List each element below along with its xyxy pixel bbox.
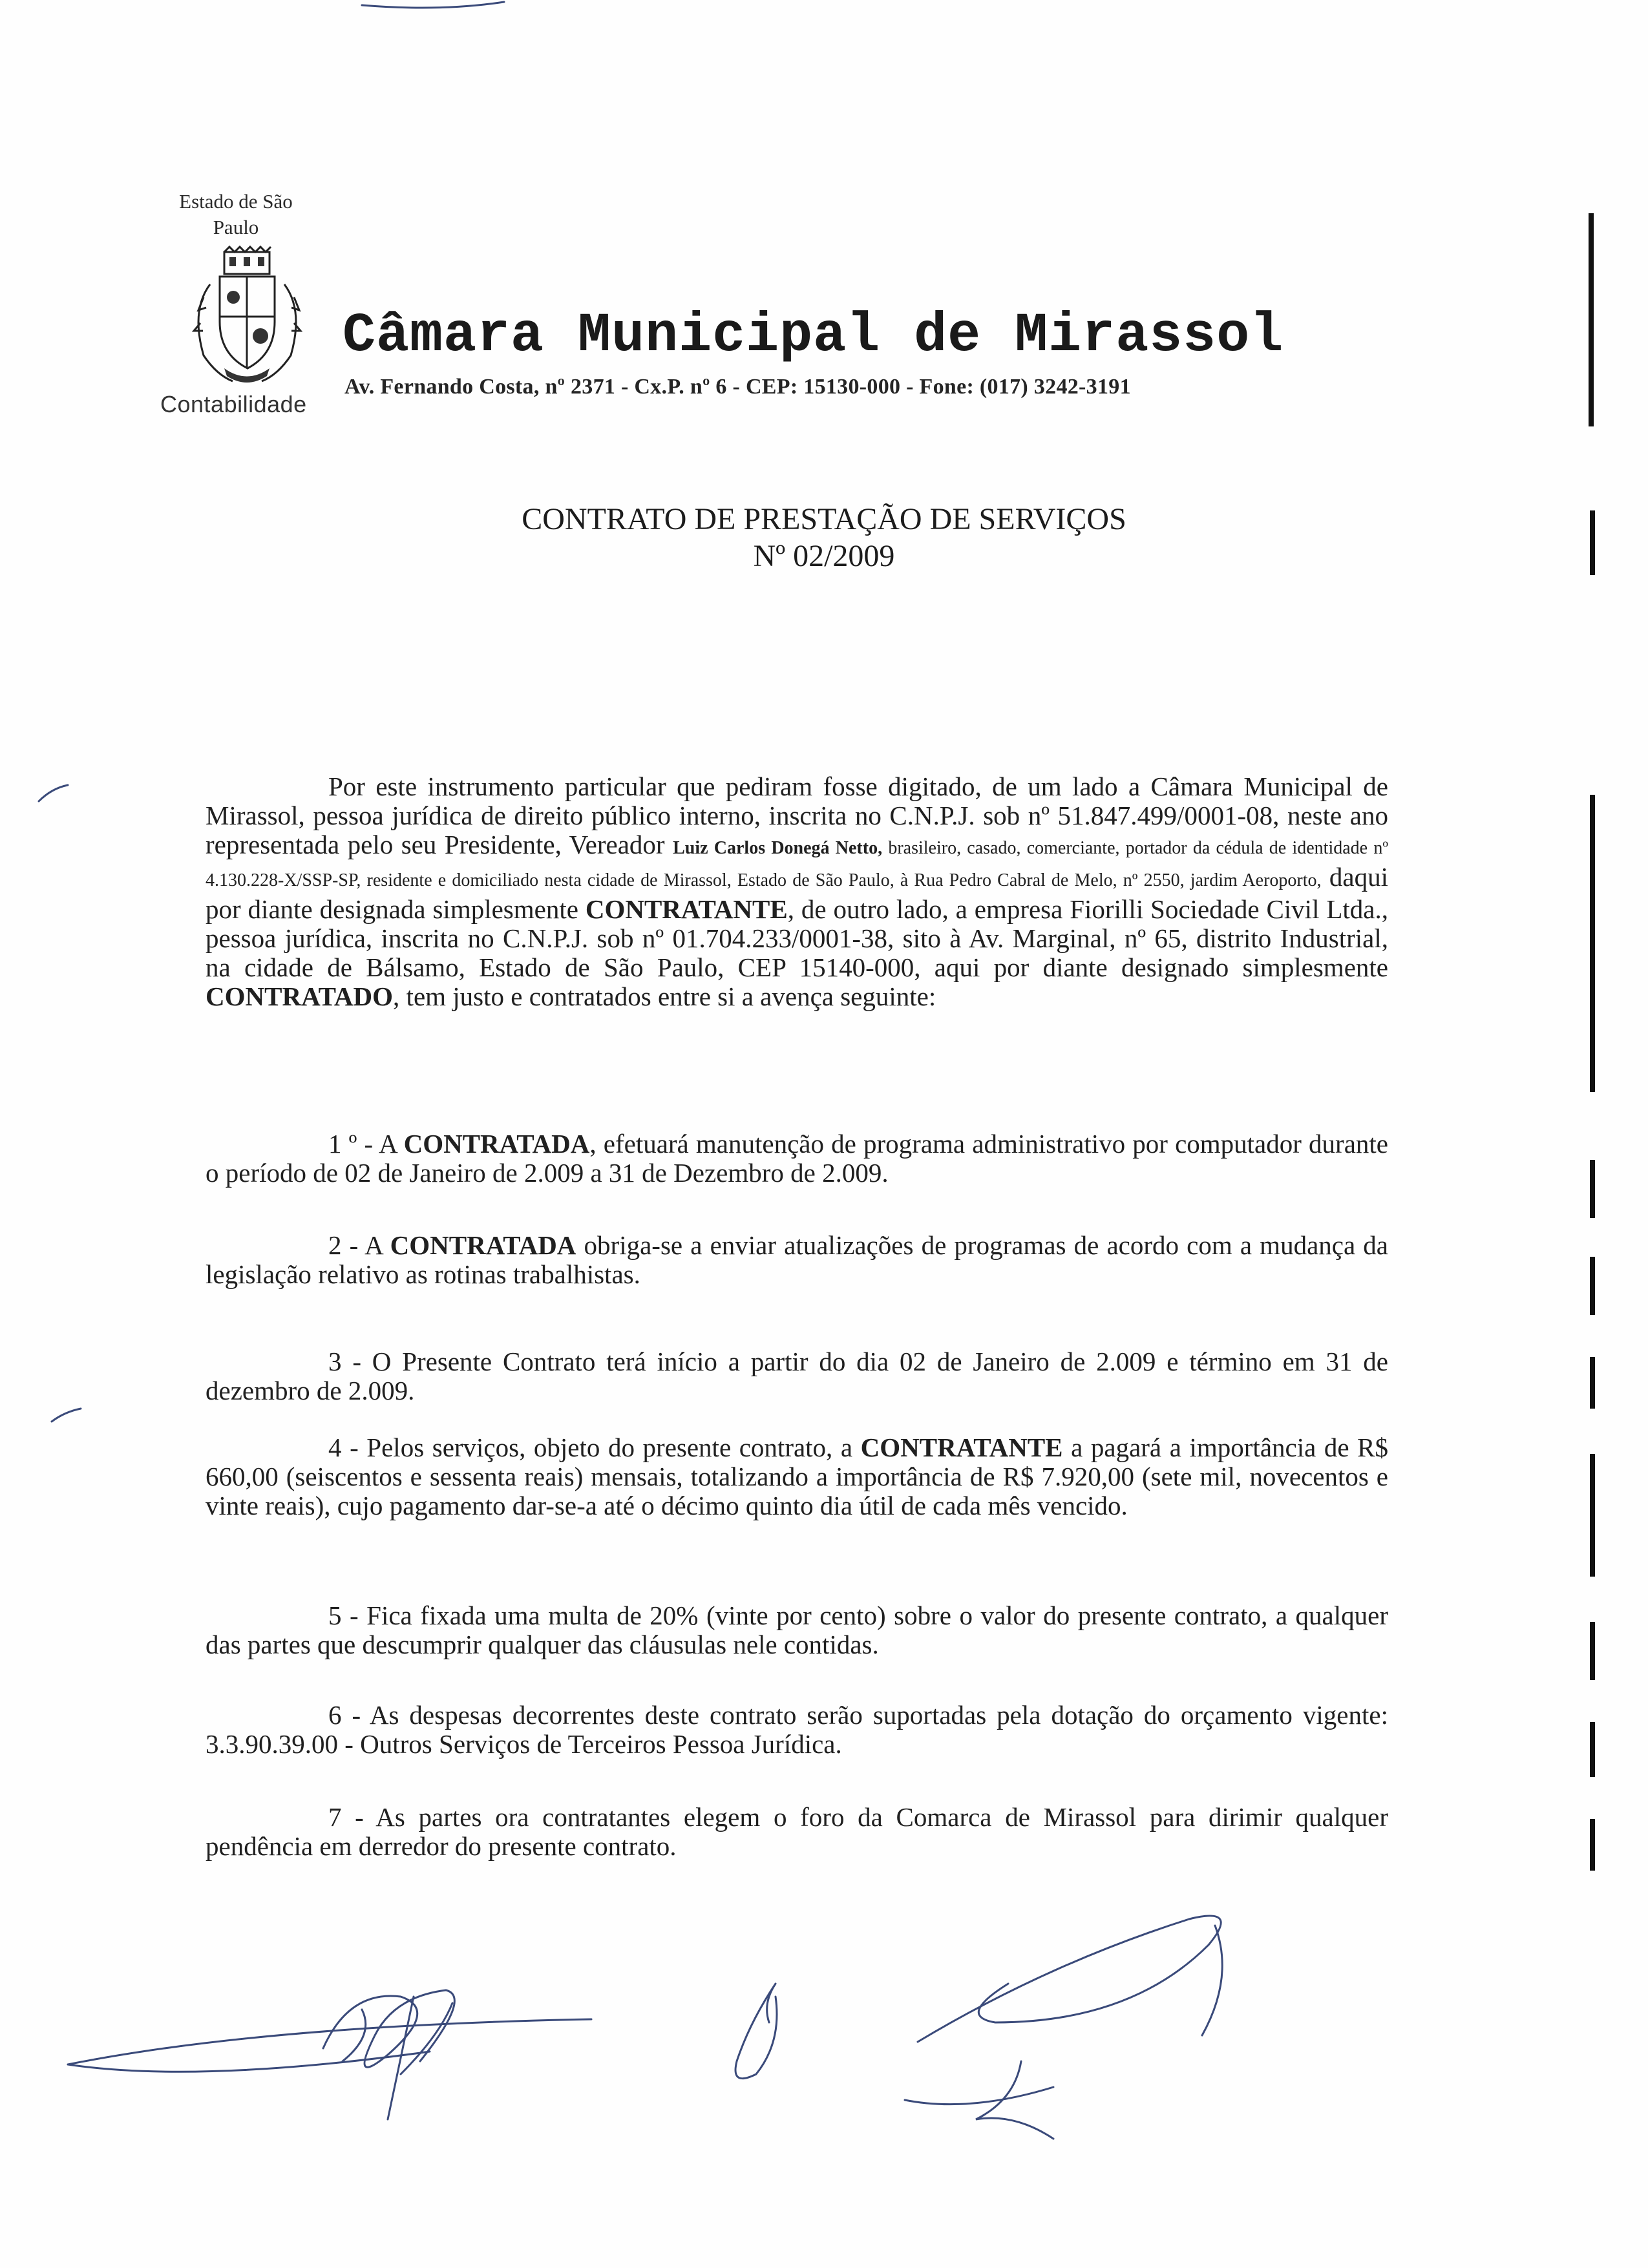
intro-text-1: Por este instrumento particular que pediram fosse digitado, de um lado a Câmara Municipal de Mirassol, pessoa jurídica de direito público interno, inscrita no C.N.P.J. sob nº 51.847.499/0001-08, neste ano representada pelo seu Presidente, Vereador — [206, 772, 1388, 859]
clause-6-text: 6 - As despesas decorrentes deste contrato serão suportadas pela dotação do orçamento vigente: 3.3.90.39.00 - Outros Serviços de Terceiros Pessoa Jurídica. — [206, 1700, 1388, 1759]
intro-text-2: brasileiro, casado, comerciante, portador da cédula de identidade nº 4.130.228-X/SSP-SP, residente e domiciliado nesta cidade de Mirassol, Estado de São Paulo, à Rua Pedro Cabral de Melo, nº 2550, jardim Aeroporto, — [206, 838, 1389, 890]
clause-2-text-c: obriga-se a enviar atualizações de programas de acordo com a mudança da legislação relativo as rotinas trabalhistas. — [206, 1230, 1388, 1289]
clause-1-contratada: CONTRATADA — [403, 1129, 590, 1159]
clause-1-text-c: , efetuará manutenção de programa administrativo por computador durante o período de 02 de Janeiro de 2.009 a 31 de Dezembro de 2.009. — [206, 1129, 1388, 1188]
intro-text-5: , tem justo e contratados entre si a avença seguinte: — [393, 982, 936, 1011]
clause-7-text: 7 - As partes ora contratantes elegem o foro da Comarca de Mirassol para dirimir qualquer pendência em derredor do presente contrato. — [206, 1802, 1388, 1861]
department-label: Contabilidade — [160, 391, 307, 417]
contract-title: CONTRATO DE PRESTAÇÃO DE SERVIÇOS — [522, 502, 1126, 536]
clause-1-text-a: 1 º - A — [328, 1129, 404, 1159]
clause-2-contratada: CONTRATADA — [390, 1230, 576, 1260]
organization-name: Câmara Municipal de Mirassol — [343, 304, 1284, 367]
clause-3-text: 3 - O Presente Contrato terá início a partir do dia 02 de Janeiro de 2.009 e término em 31 de dezembro de 2.009. — [206, 1347, 1388, 1405]
intro-text-4: , de outro lado, a empresa Fiorilli Sociedade Civil Ltda., pessoa jurídica, inscrita no C.N.P.J. sob nº 01.704.233/0001-38, sito à Av. Marginal, nº 65, distrito Industrial, na cidade de Bálsamo, Estado de São Paulo, CEP 15140-000, aqui por diante designado simplesmente — [206, 894, 1388, 982]
contratado-term: CONTRATADO — [206, 982, 394, 1011]
contratante-term: CONTRATANTE — [585, 894, 788, 924]
contract-number: Nº 02/2009 — [753, 539, 895, 573]
president-name: Luiz Carlos Donegá Netto, — [673, 838, 883, 858]
clause-5-text: 5 - Fica fixada uma multa de 20% (vinte por cento) sobre o valor do presente contrato, a qualquer das partes que descumprir qualquer das cláusulas nele contidas. — [206, 1601, 1388, 1659]
clause-4-text-c: a pagará a importância de R$ 660,00 (seiscentos e sessenta reais) mensais, totalizando a importância de R$ 7.920,00 (sete mil, novecentos e vinte reais), cujo pagamento dar-se-a até o décimo quinto dia útil de cada mês vencido. — [206, 1433, 1389, 1520]
state-line: Estado de São Paulo — [179, 190, 293, 238]
clause-4-text-a: 4 - Pelos serviços, objeto do presente contrato, a — [328, 1433, 861, 1462]
clause-4-contratante: CONTRATANTE — [860, 1433, 1063, 1462]
clause-2-text-a: 2 - A — [328, 1230, 390, 1260]
intro-text-3: daqui por diante designada simplesmente — [206, 862, 1388, 924]
organization-address: Av. Fernando Costa, nº 2371 - Cx.P. nº 6 - CEP: 15130-000 - Fone: (017) 3242-3191 — [344, 375, 1131, 399]
